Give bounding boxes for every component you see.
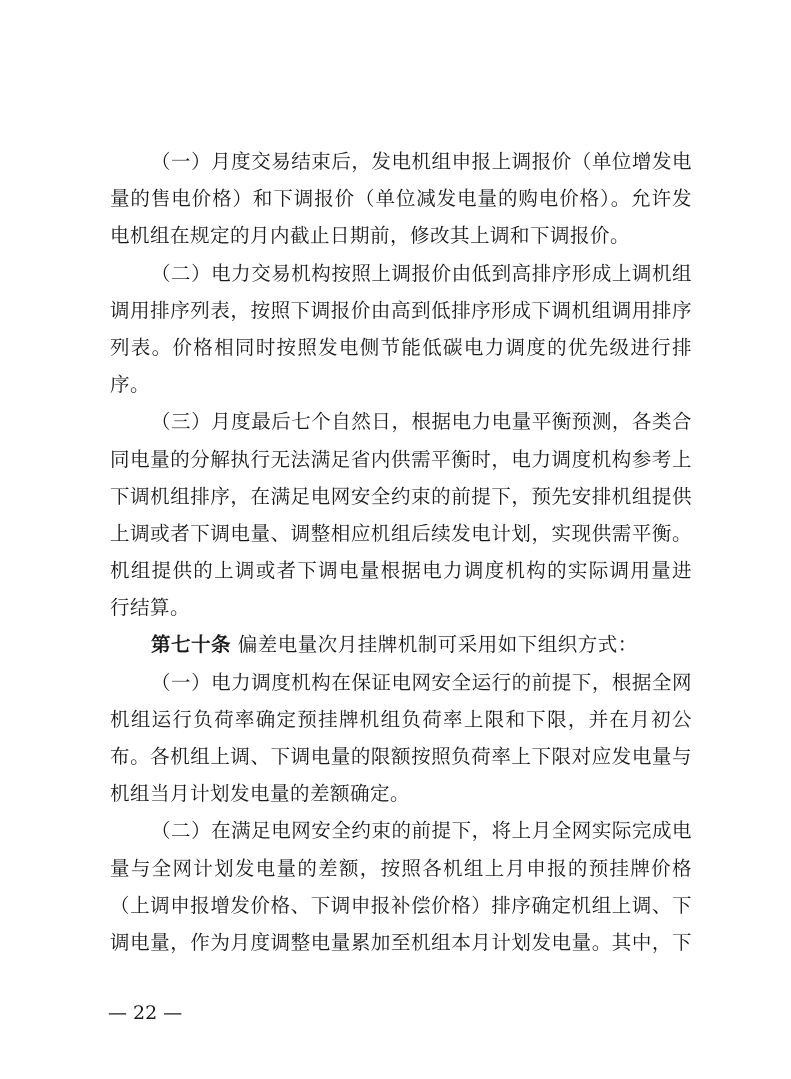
text-line: （三）月度最后七个自然日，根据电力电量平衡预测，各类合: [151, 410, 692, 434]
text-line: （一）月度交易结束后，发电机组申报上调报价（单位增发电: [151, 150, 692, 173]
text-line: 上调或者下调电量、调整相应机组后续发电计划，实现供需平衡。: [110, 521, 692, 545]
text-line: 调电量，作为月度调整电量累加至机组本月计划发电量。其中，下: [110, 930, 692, 954]
text-line: 行结算。: [110, 596, 191, 620]
text-line: 量的售电价格）和下调报价（单位减发电量的购电价格）。允许发: [110, 187, 692, 211]
text-line: 列表。价格相同时按照发电侧节能低碳电力调度的优先级进行排: [110, 335, 692, 359]
text-line: （一）电力调度机构在保证电网安全运行的前提下，根据全网: [151, 670, 692, 694]
page-number: — 22 —: [108, 1002, 183, 1024]
article-line: [110, 626, 692, 663]
text-line: 电机组在规定的月内截止日期前，修改其上调和下调报价。: [110, 224, 631, 248]
text-line: 布。各机组上调、下调电量的限额按照负荷率上下限对应发电量与: [110, 745, 692, 768]
text-line: （二）电力交易机构按照上调报价由低到高排序形成上调机组: [151, 261, 692, 285]
text-line: （二）在满足电网安全约束的前提下，将上月全网实际完成电: [151, 819, 692, 843]
text-line: 机组当月计划发电量的差额确定。: [110, 782, 411, 806]
text-line: 机组运行负荷率确定预挂牌机组负荷率上限和下限，并在月初公: [110, 707, 692, 731]
article-text: 偏差电量次月挂牌机制可采用如下组织方式：: [231, 633, 638, 657]
article-heading: 第七十条: [151, 633, 232, 657]
text-line: 序。: [110, 373, 151, 397]
text-line: 机组提供的上调或者下调电量根据电力调度机构的实际调用量进: [110, 559, 692, 583]
body-text: [110, 143, 692, 961]
text-line: 量与全网计划发电量的差额，按照各机组上月申报的预挂牌价格: [110, 856, 692, 880]
text-line: 调用排序列表，按照下调报价由高到低排序形成下调机组调用排序: [110, 298, 692, 322]
text-line: 同电量的分解执行无法满足省内供需平衡时，电力调度机构参考上: [110, 447, 692, 471]
text-line: 下调机组排序，在满足电网安全约束的前提下，预先安排机组提供: [110, 484, 692, 508]
text-line: （上调申报增发价格、下调申报补偿价格）排序确定机组上调、下: [110, 893, 692, 917]
